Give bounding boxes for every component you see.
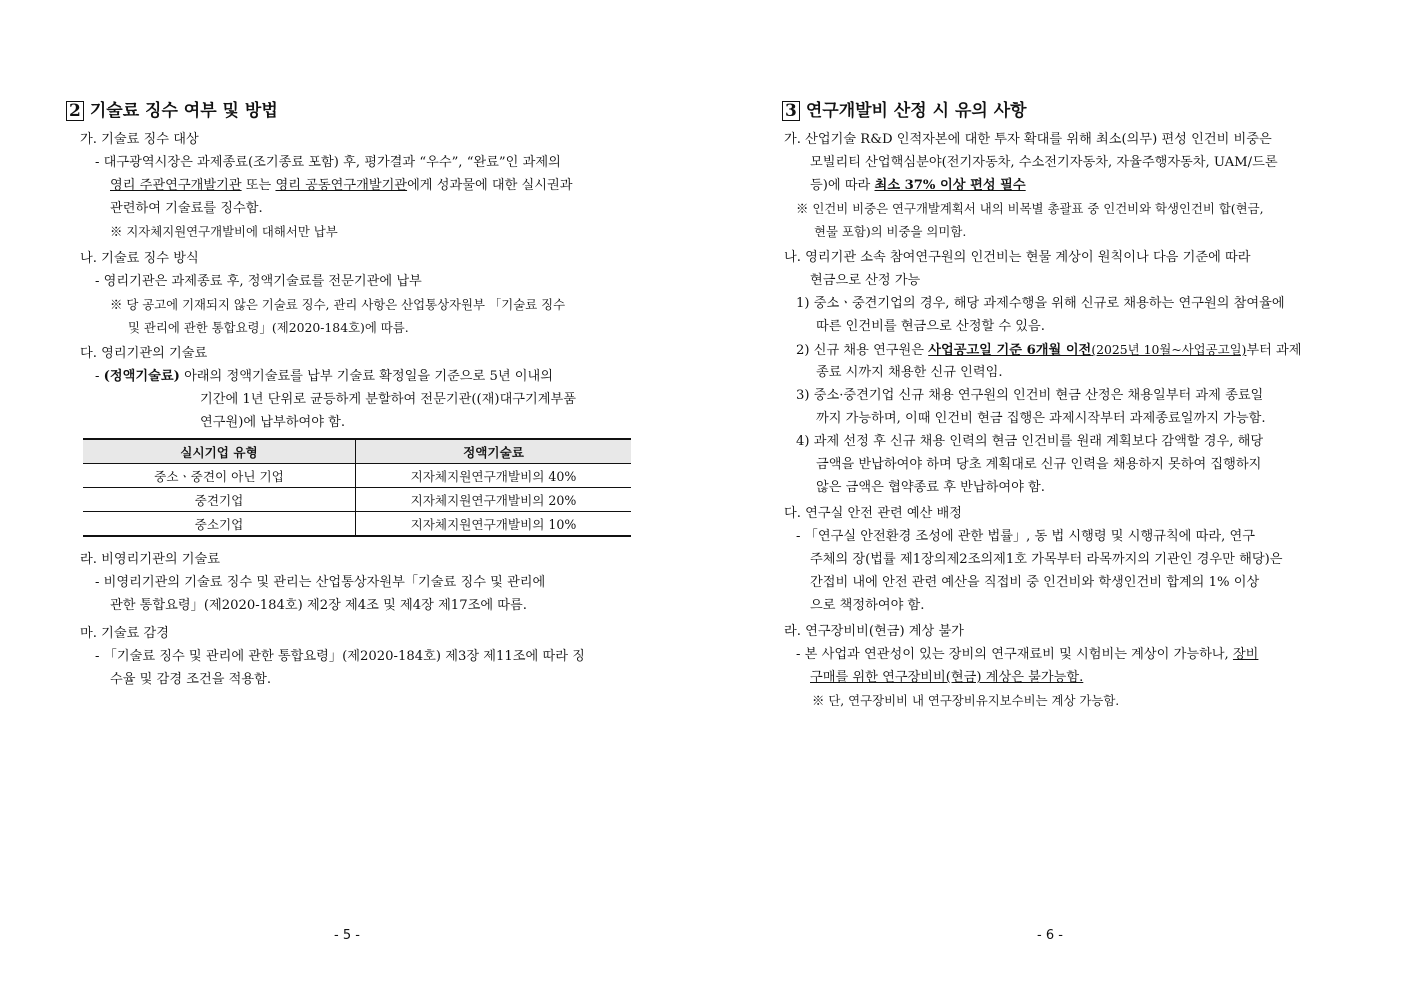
list-item: 까지 가능하며, 이때 인건비 현금 집행은 과제시작부터 과제종료일까지 가능함. — [816, 411, 1266, 426]
paragraph-line: 현금으로 산정 가능 — [810, 273, 921, 288]
paragraph-line: - 「연구실 안전환경 조성에 관한 법률」, 동 법 시행령 및 시행규칙에 따라, 연구 — [796, 529, 1255, 544]
note: 현물 포함)의 비중을 의미함. — [814, 224, 967, 239]
table-cell: 지자체지원연구개발비의 20% — [356, 488, 632, 512]
table-row — [83, 464, 631, 488]
paragraph-line: 기간에 1년 단위로 균등하게 분할하여 전문기관((재)대구기계부품 — [200, 392, 576, 407]
dash: - — [95, 369, 100, 384]
paragraph-line: - 비영리기관의 기술료 징수 및 관리는 산업통상자원부「기술료 징수 및 관리에 — [95, 575, 546, 590]
section-title-text: 연구개발비 산정 시 유의 사항 — [805, 101, 1027, 121]
section-number: 2 — [66, 101, 84, 121]
paragraph-line: 연구원)에 납부하여야 함. — [200, 415, 346, 430]
fee-table — [83, 438, 631, 537]
table-cell: 중견기업 — [83, 488, 356, 512]
table-cell: 중소ㆍ중견이 아닌 기업 — [83, 464, 356, 488]
page-number: - 5 - — [334, 928, 360, 943]
paragraph-line: 간접비 내에 안전 관련 예산을 직접비 중 인건비와 학생인건비 합계의 1% 이상 — [810, 575, 1260, 590]
section-title-text: 기술료 징수 여부 및 방법 — [89, 101, 278, 121]
text-span: - 본 사업과 연관성이 있는 장비의 연구재료비 및 시험비는 계상이 가능하나, — [796, 647, 1233, 662]
note: ※ 단, 연구장비비 내 연구장비유지보수비는 계상 가능함. — [812, 693, 1120, 708]
heading-da: 다. 연구실 안전 관련 예산 배정 — [784, 506, 963, 521]
paragraph-line: - 영리기관은 과제종료 후, 정액기술료를 전문기관에 납부 — [95, 274, 422, 289]
text-span: 등)에 따라 — [810, 178, 875, 193]
section-number: 3 — [782, 101, 800, 121]
paragraph-line — [95, 365, 553, 388]
list-item: 따른 인건비를 현금으로 산정할 수 있음. — [816, 319, 1045, 334]
table-header-row — [83, 439, 631, 464]
paragraph-line — [110, 174, 573, 197]
bold-underlined-text: 최소 37% 이상 편성 필수 — [874, 178, 1026, 193]
underlined-text: 장비 — [1232, 647, 1259, 662]
note: 및 관리에 관한 통합요령」(제2020-184호)에 따름. — [128, 320, 409, 335]
note: ※ 지자체지원연구개발비에 대해서만 납부 — [110, 224, 338, 239]
table-row — [83, 488, 631, 512]
section-title — [782, 96, 1027, 121]
heading-ra: 라. 비영리기관의 기술료 — [80, 552, 220, 567]
paragraph-line: 모빌리티 산업핵심분야(전기자동차, 수소전기자동차, 자율주행자동차, UAM/드론 — [810, 155, 1278, 170]
heading-ga: 가. 기술료 징수 대상 — [80, 132, 199, 147]
underlined-text: 영리 주관연구개발기관 — [110, 178, 242, 193]
paragraph-line: - 「기술료 징수 및 관리에 관한 통합요령」(제2020-184호) 제3장 제11조에 따라 징 — [95, 649, 585, 664]
heading-ma: 마. 기술료 감경 — [80, 626, 170, 641]
paragraph-line: - 대구광역시장은 과제종료(조기종료 포함) 후, 평가결과 “우수”, “완료”인 과제의 — [95, 155, 561, 170]
bold-underlined-text: 사업공고일 기준 6개월 이전 — [928, 343, 1092, 358]
text-span: 아래의 정액기술료를 납부 기술료 확정일을 기준으로 5년 이내의 — [184, 369, 554, 384]
paragraph-line: 관한 통합요령」(제2020-184호) 제2장 제4조 및 제4장 제17조에 따름. — [110, 598, 527, 613]
text-span: 2) 신규 채용 연구원은 — [796, 343, 929, 358]
paragraph-line: 으로 책정하여야 함. — [810, 598, 925, 613]
underlined-text: 영리 공동연구개발기관 — [275, 178, 408, 193]
paragraph-line: 나. 영리기관 소속 참여연구원의 인건비는 현물 계상이 원칙이나 다음 기준에 따라 — [784, 250, 1251, 265]
heading-da: 다. 영리기관의 기술료 — [80, 346, 208, 361]
list-item — [796, 338, 1302, 362]
list-item: 종료 시까지 채용한 신규 인력임. — [816, 365, 1003, 380]
table-header: 실시기업 유형 — [83, 439, 356, 464]
paragraph-line: 관련하여 기술료를 징수함. — [110, 201, 263, 216]
text-span: 에게 성과물에 대한 실시권과 — [407, 178, 573, 193]
underlined-text: 구매를 위한 연구장비비(현금) 계상은 불가능함. — [810, 670, 1084, 685]
note: ※ 당 공고에 기재되지 않은 기술료 징수, 관리 사항은 산업통상자원부 「기술료 징수 — [110, 297, 566, 312]
paragraph-line — [810, 666, 1083, 689]
note: ※ 인건비 비중은 연구개발계획서 내의 비목별 총괄표 중 인건비와 학생인건비 합(현금, — [796, 201, 1264, 216]
table-cell: 지자체지원연구개발비의 40% — [356, 464, 632, 488]
table-header: 정액기술료 — [356, 439, 632, 464]
heading-ra: 라. 연구장비비(현금) 계상 불가 — [784, 624, 964, 639]
section-title — [66, 96, 278, 121]
bold-label: (정액기술료) — [103, 369, 180, 384]
page-number: - 6 - — [1037, 928, 1063, 943]
text-span: 또는 — [241, 178, 276, 193]
heading-na: 나. 기술료 징수 방식 — [80, 251, 199, 266]
paragraph-line — [796, 643, 1258, 666]
table-row — [83, 512, 631, 537]
list-item: 금액을 반납하여야 하며 당초 계획대로 신규 인력을 채용하지 못하여 집행하지 — [816, 457, 1262, 472]
paragraph-line: 수율 및 감경 조건을 적용함. — [110, 672, 272, 687]
paragraph-line — [810, 174, 1026, 197]
list-item: 1) 중소ㆍ중견기업의 경우, 해당 과제수행을 위해 신규로 채용하는 연구원의 참여율에 — [796, 296, 1285, 311]
paragraph-line: 가. 산업기술 R&D 인적자본에 대한 투자 확대를 위해 최소(의무) 편성 인건비 비중은 — [784, 132, 1272, 147]
paragraph-line: 주체의 장(법률 제1장의제2조의제1호 가목부터 라목까지의 기관인 경우만 해당)은 — [810, 552, 1283, 567]
list-item: 3) 중소·중견기업 신규 채용 연구원의 인건비 현금 산정은 채용일부터 과제 종료일 — [796, 388, 1264, 403]
list-item: 않은 금액은 협약종료 후 반납하여야 함. — [816, 480, 1045, 495]
text-span: 부터 과제 — [1246, 343, 1302, 358]
underlined-text: (2025년 10월~사업공고일) — [1091, 342, 1247, 357]
table-cell: 지자체지원연구개발비의 10% — [356, 512, 632, 537]
table-cell: 중소기업 — [83, 512, 356, 537]
list-item: 4) 과제 선정 후 신규 채용 인력의 현금 인건비를 원래 계획보다 감액할 경우, 해당 — [796, 434, 1264, 449]
